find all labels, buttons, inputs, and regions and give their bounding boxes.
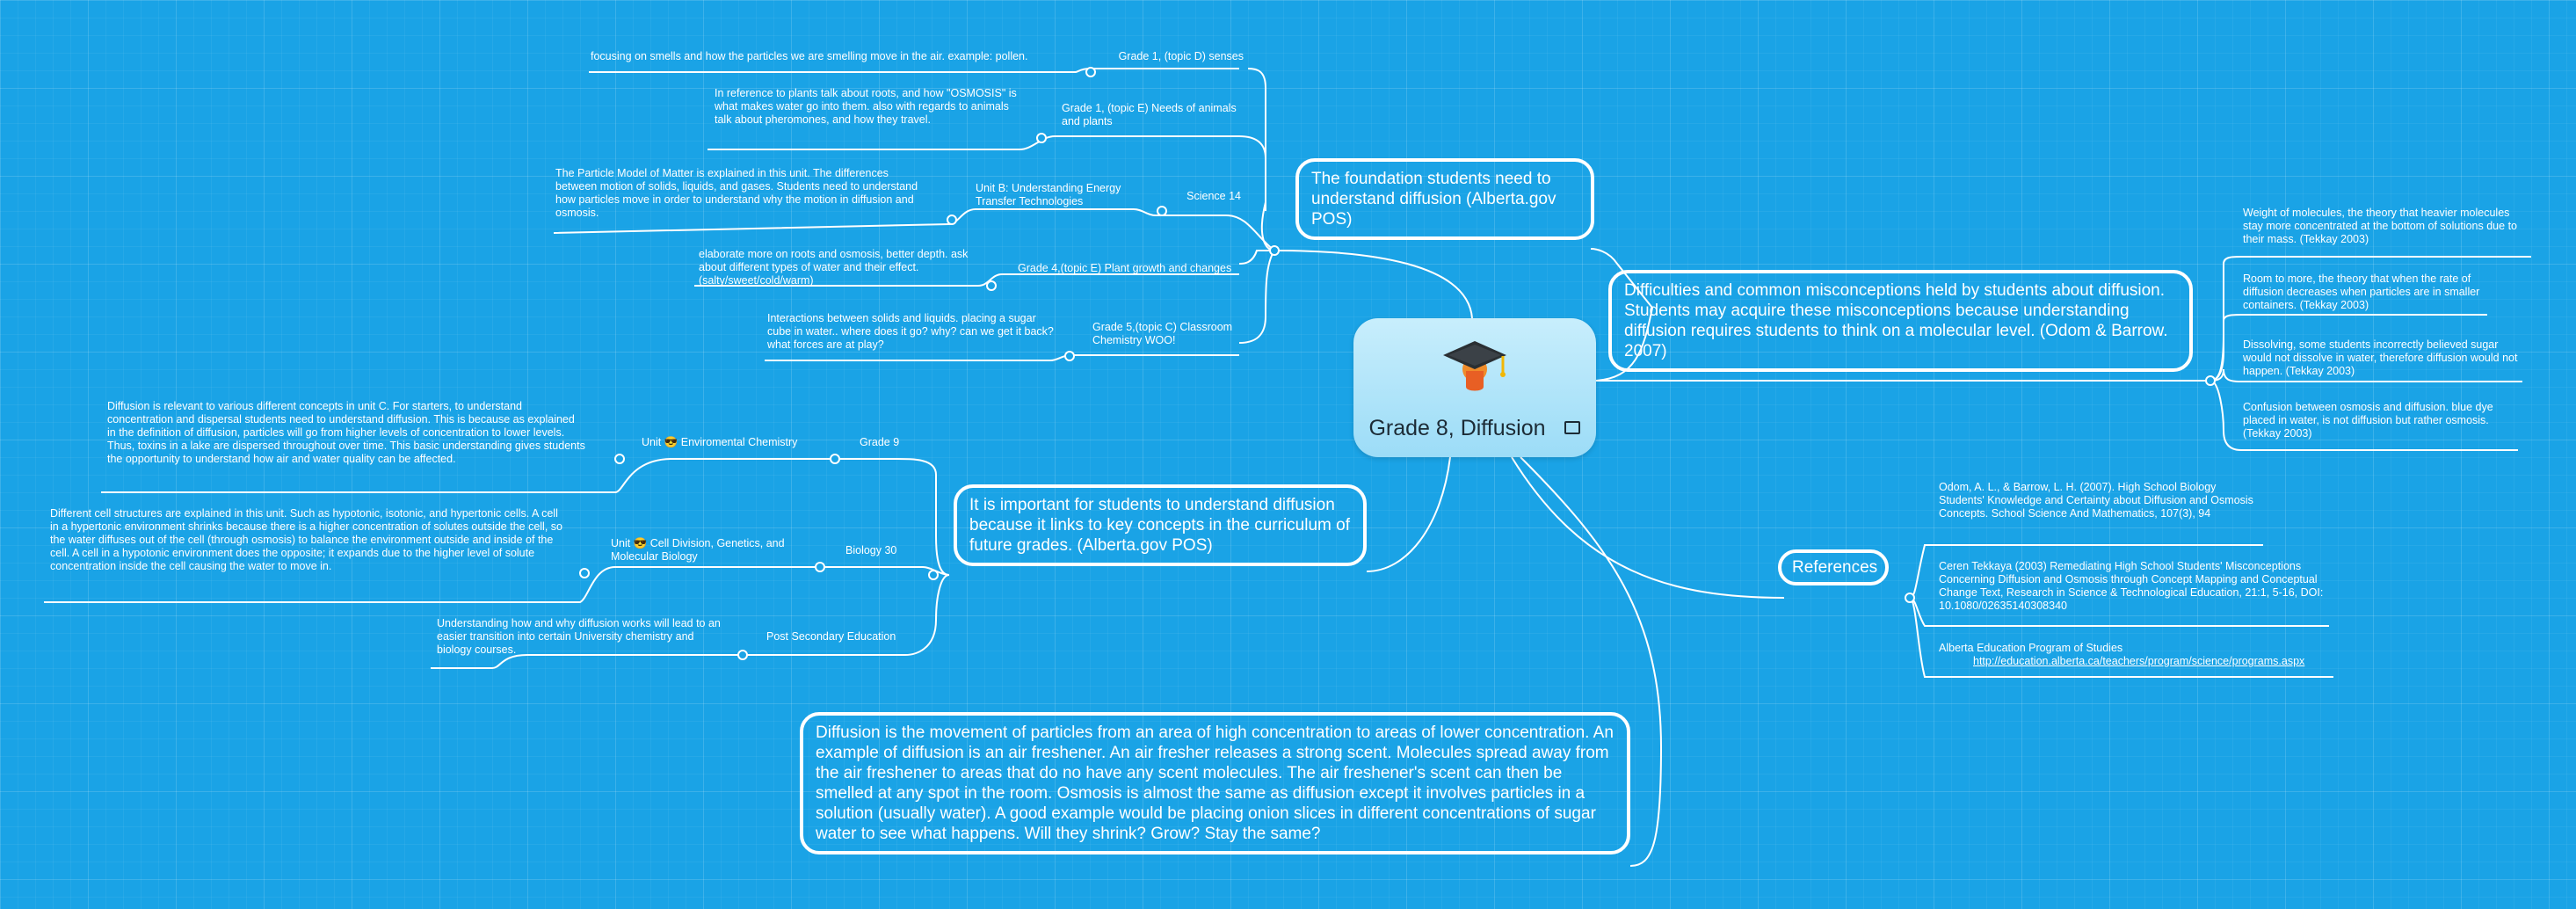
foundation-topic[interactable]: The foundation students need to understand diffusion (Alberta.gov POS) <box>1295 158 1594 240</box>
importance-item-label[interactable]: Biology 30 <box>845 544 897 556</box>
reference-item[interactable]: Alberta Education Program of Studies <box>1939 642 2123 654</box>
importance-topic[interactable]: It is important for students to understand diffusion because it links to key concepts in the curriculum of future grades. (Alberta.gov POS) <box>954 484 1367 566</box>
foundation-item-note[interactable]: focusing on smells and how the particles we are smelling move in the air. example: pollen. <box>591 50 1028 62</box>
importance-item-label[interactable]: Post Secondary Education <box>766 630 896 643</box>
root-title: Grade 8, Diffusion <box>1368 416 1546 440</box>
misconception-item[interactable]: Weight of molecules, the theory that heavier molecules stay more concentrated at the bottom of solutions due to their mass. (Tekkay 2003) <box>2243 207 2517 245</box>
importance-item-note[interactable]: Understanding how and why diffusion works will lead to an easier transition into certain University chemistry and biology courses. <box>437 617 721 656</box>
foundation-item-label[interactable]: Grade 1, (topic D) senses <box>1118 50 1244 62</box>
definition-topic[interactable]: Diffusion is the movement of particles from an area of high concentration to areas of lower concentration. An example of diffusion is an air freshener. An air fresher releases a strong scent. Molecules spread away from the air freshener to areas that do no have any scent molecules. The air freshener's scent can then be smelled at any spot in the room. Osmosis is almost the same as diffusion except it involves particles in a solution (usually water). A good example would be placing onion slices in different concentrations of sugar water to see what happens. Will they shrink? Grow? Stay the same? <box>800 712 1630 854</box>
image-icon[interactable] <box>1564 421 1580 434</box>
reference-item[interactable]: Odom, A. L., & Barrow, L. H. (2007). High School Biology Students' Knowledge and Certainty about Diffusion and Osmosis Concepts. School Science And Mathematics, 107(3), 94 <box>1939 481 2253 520</box>
importance-item-note[interactable]: Diffusion is relevant to various different concepts in unit C. For starters, to understand concentration and dispersal students need to understand diffusion. This is because as explained in the definition of diffusion, particles will go from higher levels of concentration to lower levels. Thus, toxins in a lake are dispersed throughout over time. This basic understanding gives students the opportunity to understand how air and water quality can be affected. <box>107 400 585 465</box>
importance-item-sublabel[interactable]: Unit 😎 Enviromental Chemistry <box>642 436 798 448</box>
foundation-item-note[interactable]: The Particle Model of Matter is explained in this unit. The differences between motion of solids, liquids, and gases. Students need to understand how particles move in order to understand why the motion in diffusion and osmosis. <box>555 167 918 219</box>
misconception-item[interactable]: Dissolving, some students incorrectly believed sugar would not dissolve in water, therefore diffusion would not happen. (Tekkay 2003) <box>2243 338 2518 377</box>
foundation-item-label[interactable]: Science 14 <box>1186 190 1241 202</box>
foundation-item-sublabel[interactable]: Unit B: Understanding Energy Transfer Technologies <box>976 182 1121 207</box>
importance-item-note[interactable]: Different cell structures are explained in this unit. Such as hypotonic, isotonic, and hypertonic cells. A cell in a hypertonic environment shrinks because there is a higher concentration of solutes outside the cell, so the water diffuses out of the cell (through osmosis) to balance the environment outside and inside of the cell. A cell in a hypotonic environment does the opposite; it expands due to the higher level of solute concentration inside the cell causing the water to move in. <box>50 507 562 572</box>
foundation-item-note[interactable]: Interactions between solids and liquids. placing a sugar cube in water.. where does it go? why? can we get it back? what forces are at play? <box>767 312 1054 351</box>
foundation-item-label[interactable]: Grade 5,(topic C) Classroom Chemistry WOO! <box>1092 321 1233 346</box>
reference-item[interactable]: Ceren Tekkaya (2003) Remediating High School Students' Misconceptions Concerning Diffusion and Osmosis through Concept Mapping and Conceptual Change Text, Research in Science & Technological Education, 21:1, 5-16, DOI: 10.1080/02635140308340 <box>1939 560 2324 612</box>
references-topic[interactable]: References <box>1778 549 1889 585</box>
foundation-item-note[interactable]: elaborate more on roots and osmosis, better depth. ask about different types of water and their effect. (salty/sweet/cold/warm) <box>699 248 969 287</box>
foundation-item-note[interactable]: In reference to plants talk about roots, and how "OSMOSIS" is what makes water go into them. also with regards to animals talk about pheromones, and how they travel. <box>715 87 1017 126</box>
misconception-item[interactable]: Confusion between osmosis and diffusion. blue dye placed in water, is not diffusion but rather osmosis. (Tekkay 2003) <box>2243 401 2493 440</box>
root-node[interactable] <box>1353 318 1596 457</box>
foundation-item-label[interactable]: Grade 4,(topic E) Plant growth and changes <box>1018 262 1232 274</box>
importance-item-label[interactable]: Grade 9 <box>860 436 900 448</box>
foundation-item-label[interactable]: Grade 1, (topic E) Needs of animals and plants <box>1062 102 1237 127</box>
importance-item-sublabel[interactable]: Unit 😎 Cell Division, Genetics, and Molecular Biology <box>611 537 785 563</box>
graduation-cap-icon <box>1440 334 1510 396</box>
misconceptions-topic[interactable]: Difficulties and common misconceptions held by students about diffusion. Students may acquire these misconceptions because understanding diffusion requires students to think on a molecular level. (Odom & Barrow. 2007) <box>1608 270 2193 372</box>
reference-link[interactable]: http://education.alberta.ca/teachers/program/science/programs.aspx <box>1973 655 2305 667</box>
misconception-item[interactable]: Room to more, the theory that when the rate of diffusion decreases when particles are in smaller containers. (Tekkay 2003) <box>2243 273 2480 311</box>
